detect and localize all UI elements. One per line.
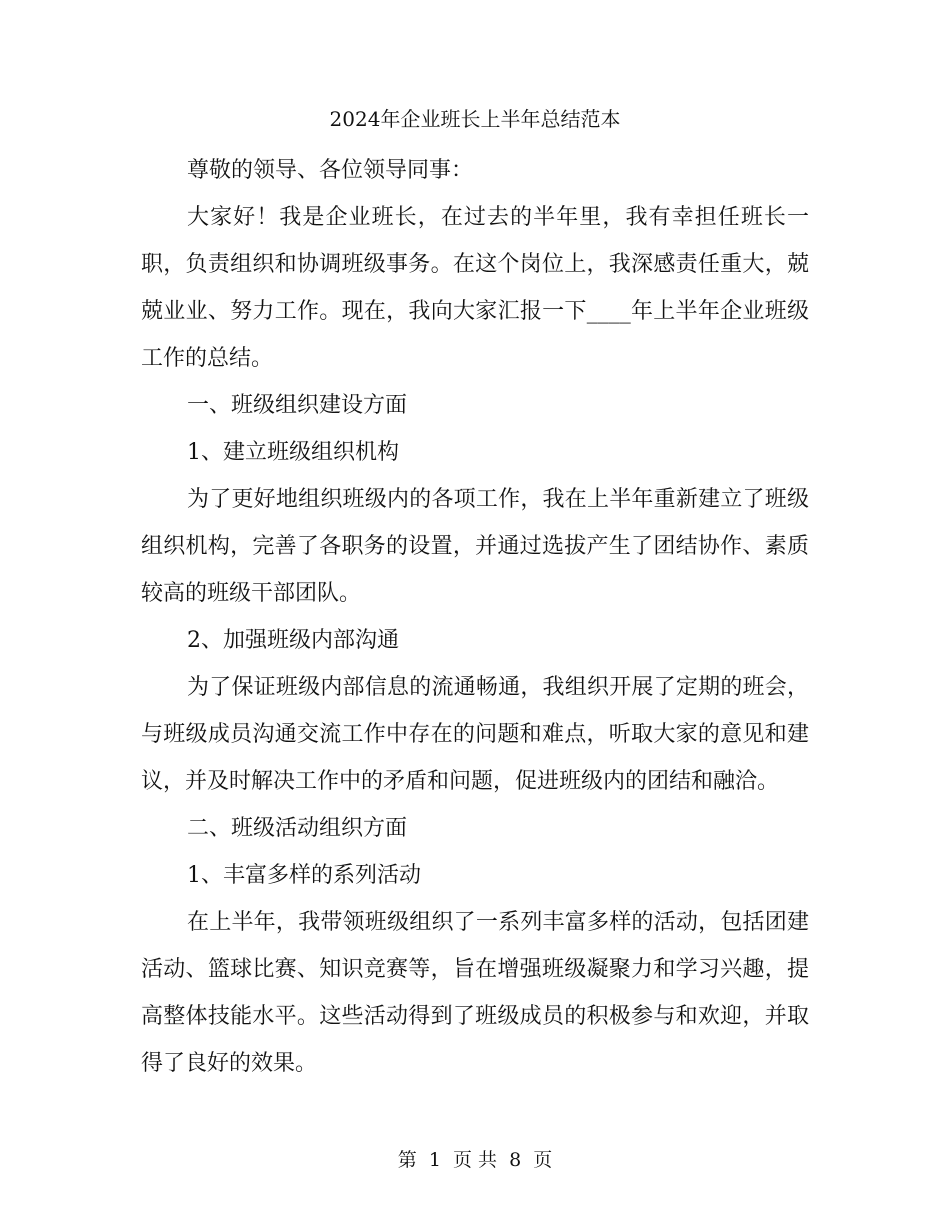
paragraph-intro: 大家好！我是企业班长，在过去的半年里，我有幸担任班长一职，负责组织和协调班级事务。在这个岗位上，我深感责任重大，兢兢业业、努力工作。现在，我向大家汇报一下____年上半年企业班级工作的总结。	[141, 205, 809, 371]
document-body	[141, 147, 809, 1087]
section-heading-1: 一、班级组织建设方面	[187, 393, 408, 418]
footer-total-pages: 8	[509, 1149, 522, 1171]
footer-middle: 页 共	[452, 1149, 498, 1171]
document-title: 2024年企业班长上半年总结范本	[329, 107, 621, 131]
section-heading-2: 二、班级活动组织方面	[187, 816, 408, 841]
paragraph-1-2: 为了保证班级内部信息的流通畅通，我组织开展了定期的班会，与班级成员沟通交流工作中存在的问题和难点，听取大家的意见和建议，并及时解决工作中的矛盾和问题，促进班级内的团结和融洽。	[141, 675, 809, 794]
paragraph-1-1: 为了更好地组织班级内的各项工作，我在上半年重新建立了班级组织机构，完善了各职务的设置，并通过选拔产生了团结协作、素质较高的班级干部团队。	[141, 487, 809, 606]
salutation: 尊敬的领导、各位领导同事：	[187, 158, 474, 183]
subsection-heading-1-1: 1、建立班级组织机构	[187, 440, 399, 465]
footer-prefix: 第	[397, 1149, 417, 1171]
footer-page-number: 1	[428, 1149, 441, 1171]
subsection-heading-1-2: 2、加强班级内部沟通	[187, 628, 399, 653]
paragraph-2-1: 在上半年，我带领班级组织了一系列丰富多样的活动，包括团建活动、篮球比赛、知识竞赛等，旨在增强班级凝聚力和学习兴趣，提高整体技能水平。这些活动得到了班级成员的积极参与和欢迎，并取得了良好的效果。	[141, 910, 809, 1076]
subsection-heading-2-1: 1、丰富多样的系列活动	[187, 863, 421, 888]
page-footer	[0, 1146, 950, 1174]
footer-suffix: 页	[533, 1149, 553, 1171]
